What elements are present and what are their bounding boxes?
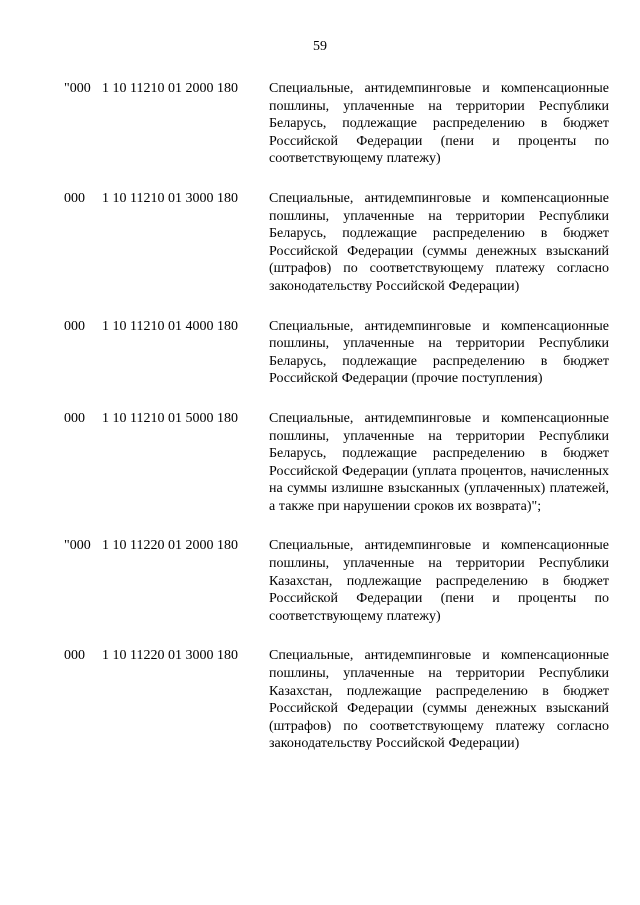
budget-code-entry	[64, 318, 612, 388]
budget-classification-code	[64, 318, 264, 336]
entry-description: Специальные, антидемпинговые и компенсационные пошлины, уплаченные на территории Республики Беларусь, подлежащие распределению в бюджет Российской Федерации (прочие поступления)	[269, 318, 609, 387]
admin-code: 000	[64, 190, 85, 206]
income-code: 1 10 11210 01 3000 180	[102, 190, 238, 206]
budget-classification-code	[64, 410, 264, 428]
admin-code: "000	[64, 538, 91, 554]
budget-classification-code	[64, 537, 264, 555]
budget-classification-code	[64, 190, 264, 208]
income-code: 1 10 11220 01 3000 180	[102, 648, 238, 664]
budget-code-entry	[64, 410, 612, 516]
budget-code-entry	[64, 537, 612, 625]
entry-description: Специальные, антидемпинговые и компенсационные пошлины, уплаченные на территории Республики Беларусь, подлежащие распределению в бюджет Российской Федерации (суммы денежных взысканий (штрафов) по соответствующему платежу согласно законодательству Российской Федерации)	[269, 190, 609, 294]
income-code: 1 10 11220 01 2000 180	[102, 538, 238, 554]
admin-code: "000	[64, 81, 91, 96]
admin-code: 000	[64, 318, 85, 334]
budget-classification-code	[64, 647, 264, 665]
entry-description: Специальные, антидемпинговые и компенсационные пошлины, уплаченные на территории Республики Казахстан, подлежащие распределению в бюджет Российской Федерации (суммы денежных взысканий (штрафов) по соответствующему платежу согласно законодательству Российской Федерации)	[269, 648, 609, 752]
income-code: 1 10 11210 01 5000 180	[102, 410, 238, 426]
budget-code-entry	[64, 80, 612, 168]
budget-classification-code	[64, 80, 264, 98]
budget-code-entry	[64, 190, 612, 296]
admin-code: 000	[64, 410, 85, 426]
admin-code: 000	[64, 648, 85, 664]
page-number: 59	[313, 39, 327, 54]
entry-description: Специальные, антидемпинговые и компенсационные пошлины, уплаченные на территории Республики Беларусь, подлежащие распределению в бюджет Российской Федерации (пени и проценты по соответствующему платежу)	[269, 81, 609, 167]
income-code: 1 10 11210 01 2000 180	[102, 81, 238, 96]
entry-description: Специальные, антидемпинговые и компенсационные пошлины, уплаченные на территории Республики Беларусь, подлежащие распределению в бюджет Российской Федерации (уплата процентов, начисленных на суммы излишне взысканных (уплаченных) платежей, а также при нарушении сроков их возврата)";	[269, 410, 609, 514]
income-code: 1 10 11210 01 4000 180	[102, 318, 238, 334]
budget-code-entry	[64, 647, 612, 753]
entry-description: Специальные, антидемпинговые и компенсационные пошлины, уплаченные на территории Республики Казахстан, подлежащие распределению в бюджет Российской Федерации (пени и проценты по соответствующему платежу)	[269, 538, 609, 624]
budget-code-list	[64, 80, 612, 775]
